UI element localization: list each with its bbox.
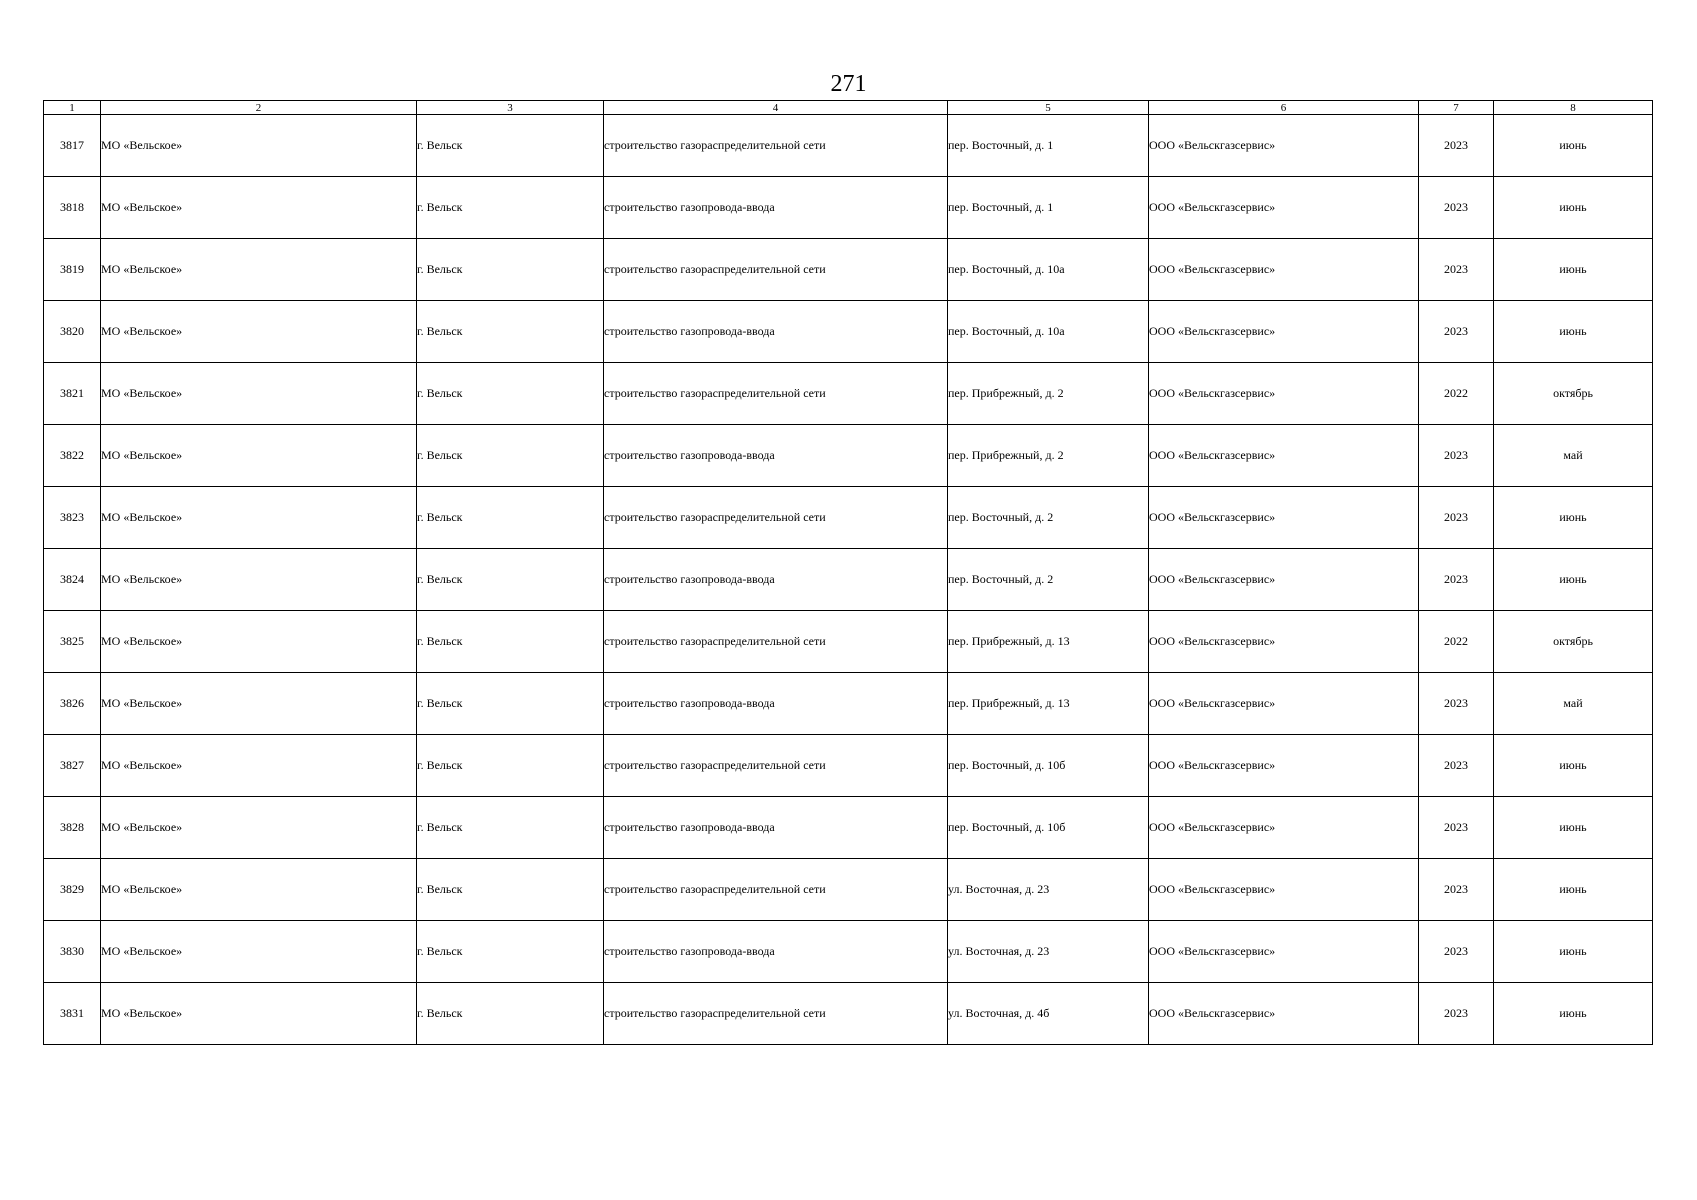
cell-row-number: 3830 — [44, 921, 101, 983]
table-row — [44, 735, 1653, 797]
cell-organization: ООО «Вельскгазсервис» — [1149, 425, 1419, 487]
cell-year: 2023 — [1419, 735, 1494, 797]
cell-address: пер. Прибрежный, д. 2 — [948, 363, 1149, 425]
cell-address: пер. Восточный, д. 10а — [948, 239, 1149, 301]
cell-year: 2023 — [1419, 177, 1494, 239]
table-row — [44, 115, 1653, 177]
cell-row-number: 3817 — [44, 115, 101, 177]
column-header-month: 8 — [1494, 101, 1653, 115]
cell-row-number: 3819 — [44, 239, 101, 301]
cell-year: 2023 — [1419, 301, 1494, 363]
cell-municipality: МО «Вельское» — [101, 177, 417, 239]
table-row — [44, 177, 1653, 239]
cell-locality: г. Вельск — [417, 363, 604, 425]
cell-municipality: МО «Вельское» — [101, 363, 417, 425]
cell-organization: ООО «Вельскгазсервис» — [1149, 363, 1419, 425]
cell-address: ул. Восточная, д. 23 — [948, 921, 1149, 983]
cell-work-type: строительство газопровода-ввода — [604, 673, 948, 735]
cell-address: ул. Восточная, д. 23 — [948, 859, 1149, 921]
cell-work-type: строительство газораспределительной сети — [604, 363, 948, 425]
cell-address: пер. Восточный, д. 2 — [948, 487, 1149, 549]
cell-address: ул. Восточная, д. 4б — [948, 983, 1149, 1045]
cell-locality: г. Вельск — [417, 239, 604, 301]
table-row — [44, 487, 1653, 549]
cell-organization: ООО «Вельскгазсервис» — [1149, 859, 1419, 921]
cell-work-type: строительство газораспределительной сети — [604, 859, 948, 921]
cell-address: пер. Прибрежный, д. 13 — [948, 673, 1149, 735]
cell-address: пер. Прибрежный, д. 2 — [948, 425, 1149, 487]
cell-row-number: 3821 — [44, 363, 101, 425]
cell-locality: г. Вельск — [417, 859, 604, 921]
table-row — [44, 611, 1653, 673]
cell-work-type: строительство газораспределительной сети — [604, 487, 948, 549]
cell-municipality: МО «Вельское» — [101, 673, 417, 735]
table-row — [44, 549, 1653, 611]
cell-year: 2023 — [1419, 239, 1494, 301]
column-header-year: 7 — [1419, 101, 1494, 115]
cell-locality: г. Вельск — [417, 177, 604, 239]
cell-year: 2022 — [1419, 611, 1494, 673]
cell-work-type: строительство газораспределительной сети — [604, 611, 948, 673]
cell-month: июнь — [1494, 177, 1653, 239]
cell-municipality: МО «Вельское» — [101, 859, 417, 921]
cell-month: июнь — [1494, 797, 1653, 859]
cell-work-type: строительство газопровода-ввода — [604, 301, 948, 363]
cell-address: пер. Восточный, д. 1 — [948, 115, 1149, 177]
cell-year: 2023 — [1419, 673, 1494, 735]
cell-month: июнь — [1494, 487, 1653, 549]
cell-work-type: строительство газораспределительной сети — [604, 239, 948, 301]
column-header-municipality: 2 — [101, 101, 417, 115]
cell-organization: ООО «Вельскгазсервис» — [1149, 301, 1419, 363]
cell-organization: ООО «Вельскгазсервис» — [1149, 983, 1419, 1045]
cell-municipality: МО «Вельское» — [101, 921, 417, 983]
cell-row-number: 3822 — [44, 425, 101, 487]
cell-year: 2023 — [1419, 487, 1494, 549]
cell-locality: г. Вельск — [417, 797, 604, 859]
cell-year: 2023 — [1419, 115, 1494, 177]
cell-organization: ООО «Вельскгазсервис» — [1149, 177, 1419, 239]
cell-year: 2023 — [1419, 549, 1494, 611]
table-row — [44, 425, 1653, 487]
cell-address: пер. Восточный, д. 10а — [948, 301, 1149, 363]
cell-month: июнь — [1494, 549, 1653, 611]
cell-row-number: 3831 — [44, 983, 101, 1045]
cell-address: пер. Восточный, д. 2 — [948, 549, 1149, 611]
table-row — [44, 363, 1653, 425]
cell-organization: ООО «Вельскгазсервис» — [1149, 797, 1419, 859]
cell-locality: г. Вельск — [417, 425, 604, 487]
cell-locality: г. Вельск — [417, 549, 604, 611]
cell-municipality: МО «Вельское» — [101, 239, 417, 301]
cell-month: июнь — [1494, 983, 1653, 1045]
column-header-organization: 6 — [1149, 101, 1419, 115]
cell-month: июнь — [1494, 921, 1653, 983]
cell-municipality: МО «Вельское» — [101, 983, 417, 1045]
cell-address: пер. Восточный, д. 10б — [948, 735, 1149, 797]
cell-work-type: строительство газопровода-ввода — [604, 921, 948, 983]
cell-row-number: 3828 — [44, 797, 101, 859]
cell-year: 2023 — [1419, 983, 1494, 1045]
cell-month: октябрь — [1494, 363, 1653, 425]
cell-year: 2023 — [1419, 797, 1494, 859]
cell-organization: ООО «Вельскгазсервис» — [1149, 487, 1419, 549]
cell-locality: г. Вельск — [417, 611, 604, 673]
cell-municipality: МО «Вельское» — [101, 301, 417, 363]
cell-locality: г. Вельск — [417, 301, 604, 363]
cell-row-number: 3818 — [44, 177, 101, 239]
cell-row-number: 3829 — [44, 859, 101, 921]
cell-work-type: строительство газораспределительной сети — [604, 735, 948, 797]
cell-municipality: МО «Вельское» — [101, 611, 417, 673]
cell-locality: г. Вельск — [417, 673, 604, 735]
cell-year: 2022 — [1419, 363, 1494, 425]
cell-work-type: строительство газораспределительной сети — [604, 983, 948, 1045]
cell-year: 2023 — [1419, 859, 1494, 921]
cell-municipality: МО «Вельское» — [101, 487, 417, 549]
cell-address: пер. Восточный, д. 1 — [948, 177, 1149, 239]
cell-work-type: строительство газопровода-ввода — [604, 425, 948, 487]
gas-construction-table — [43, 100, 1653, 1045]
cell-month: октябрь — [1494, 611, 1653, 673]
cell-month: июнь — [1494, 301, 1653, 363]
cell-organization: ООО «Вельскгазсервис» — [1149, 735, 1419, 797]
column-header-locality: 3 — [417, 101, 604, 115]
cell-municipality: МО «Вельское» — [101, 797, 417, 859]
cell-locality: г. Вельск — [417, 487, 604, 549]
column-header-address: 5 — [948, 101, 1149, 115]
cell-address: пер. Восточный, д. 10б — [948, 797, 1149, 859]
cell-month: июнь — [1494, 735, 1653, 797]
table-row — [44, 301, 1653, 363]
column-header-row-number: 1 — [44, 101, 101, 115]
cell-organization: ООО «Вельскгазсервис» — [1149, 921, 1419, 983]
cell-locality: г. Вельск — [417, 735, 604, 797]
cell-municipality: МО «Вельское» — [101, 425, 417, 487]
table-row — [44, 921, 1653, 983]
cell-locality: г. Вельск — [417, 983, 604, 1045]
cell-municipality: МО «Вельское» — [101, 735, 417, 797]
cell-locality: г. Вельск — [417, 115, 604, 177]
cell-month: июнь — [1494, 859, 1653, 921]
cell-row-number: 3820 — [44, 301, 101, 363]
cell-work-type: строительство газопровода-ввода — [604, 549, 948, 611]
cell-year: 2023 — [1419, 921, 1494, 983]
cell-month: июнь — [1494, 239, 1653, 301]
table-row — [44, 797, 1653, 859]
header-row — [44, 101, 1653, 115]
cell-work-type: строительство газопровода-ввода — [604, 177, 948, 239]
cell-organization: ООО «Вельскгазсервис» — [1149, 115, 1419, 177]
column-header-work-type: 4 — [604, 101, 948, 115]
cell-row-number: 3826 — [44, 673, 101, 735]
cell-row-number: 3827 — [44, 735, 101, 797]
table-row — [44, 983, 1653, 1045]
table-row — [44, 859, 1653, 921]
cell-address: пер. Прибрежный, д. 13 — [948, 611, 1149, 673]
page-number: 271 — [830, 71, 867, 97]
cell-organization: ООО «Вельскгазсервис» — [1149, 239, 1419, 301]
table-row — [44, 673, 1653, 735]
cell-row-number: 3825 — [44, 611, 101, 673]
cell-work-type: строительство газопровода-ввода — [604, 797, 948, 859]
cell-organization: ООО «Вельскгазсервис» — [1149, 611, 1419, 673]
cell-locality: г. Вельск — [417, 921, 604, 983]
cell-work-type: строительство газораспределительной сети — [604, 115, 948, 177]
cell-row-number: 3824 — [44, 549, 101, 611]
cell-municipality: МО «Вельское» — [101, 115, 417, 177]
cell-month: май — [1494, 425, 1653, 487]
cell-year: 2023 — [1419, 425, 1494, 487]
table-row — [44, 239, 1653, 301]
cell-row-number: 3823 — [44, 487, 101, 549]
cell-month: май — [1494, 673, 1653, 735]
table-body — [44, 115, 1653, 1045]
cell-municipality: МО «Вельское» — [101, 549, 417, 611]
cell-organization: ООО «Вельскгазсервис» — [1149, 673, 1419, 735]
cell-month: июнь — [1494, 115, 1653, 177]
cell-organization: ООО «Вельскгазсервис» — [1149, 549, 1419, 611]
